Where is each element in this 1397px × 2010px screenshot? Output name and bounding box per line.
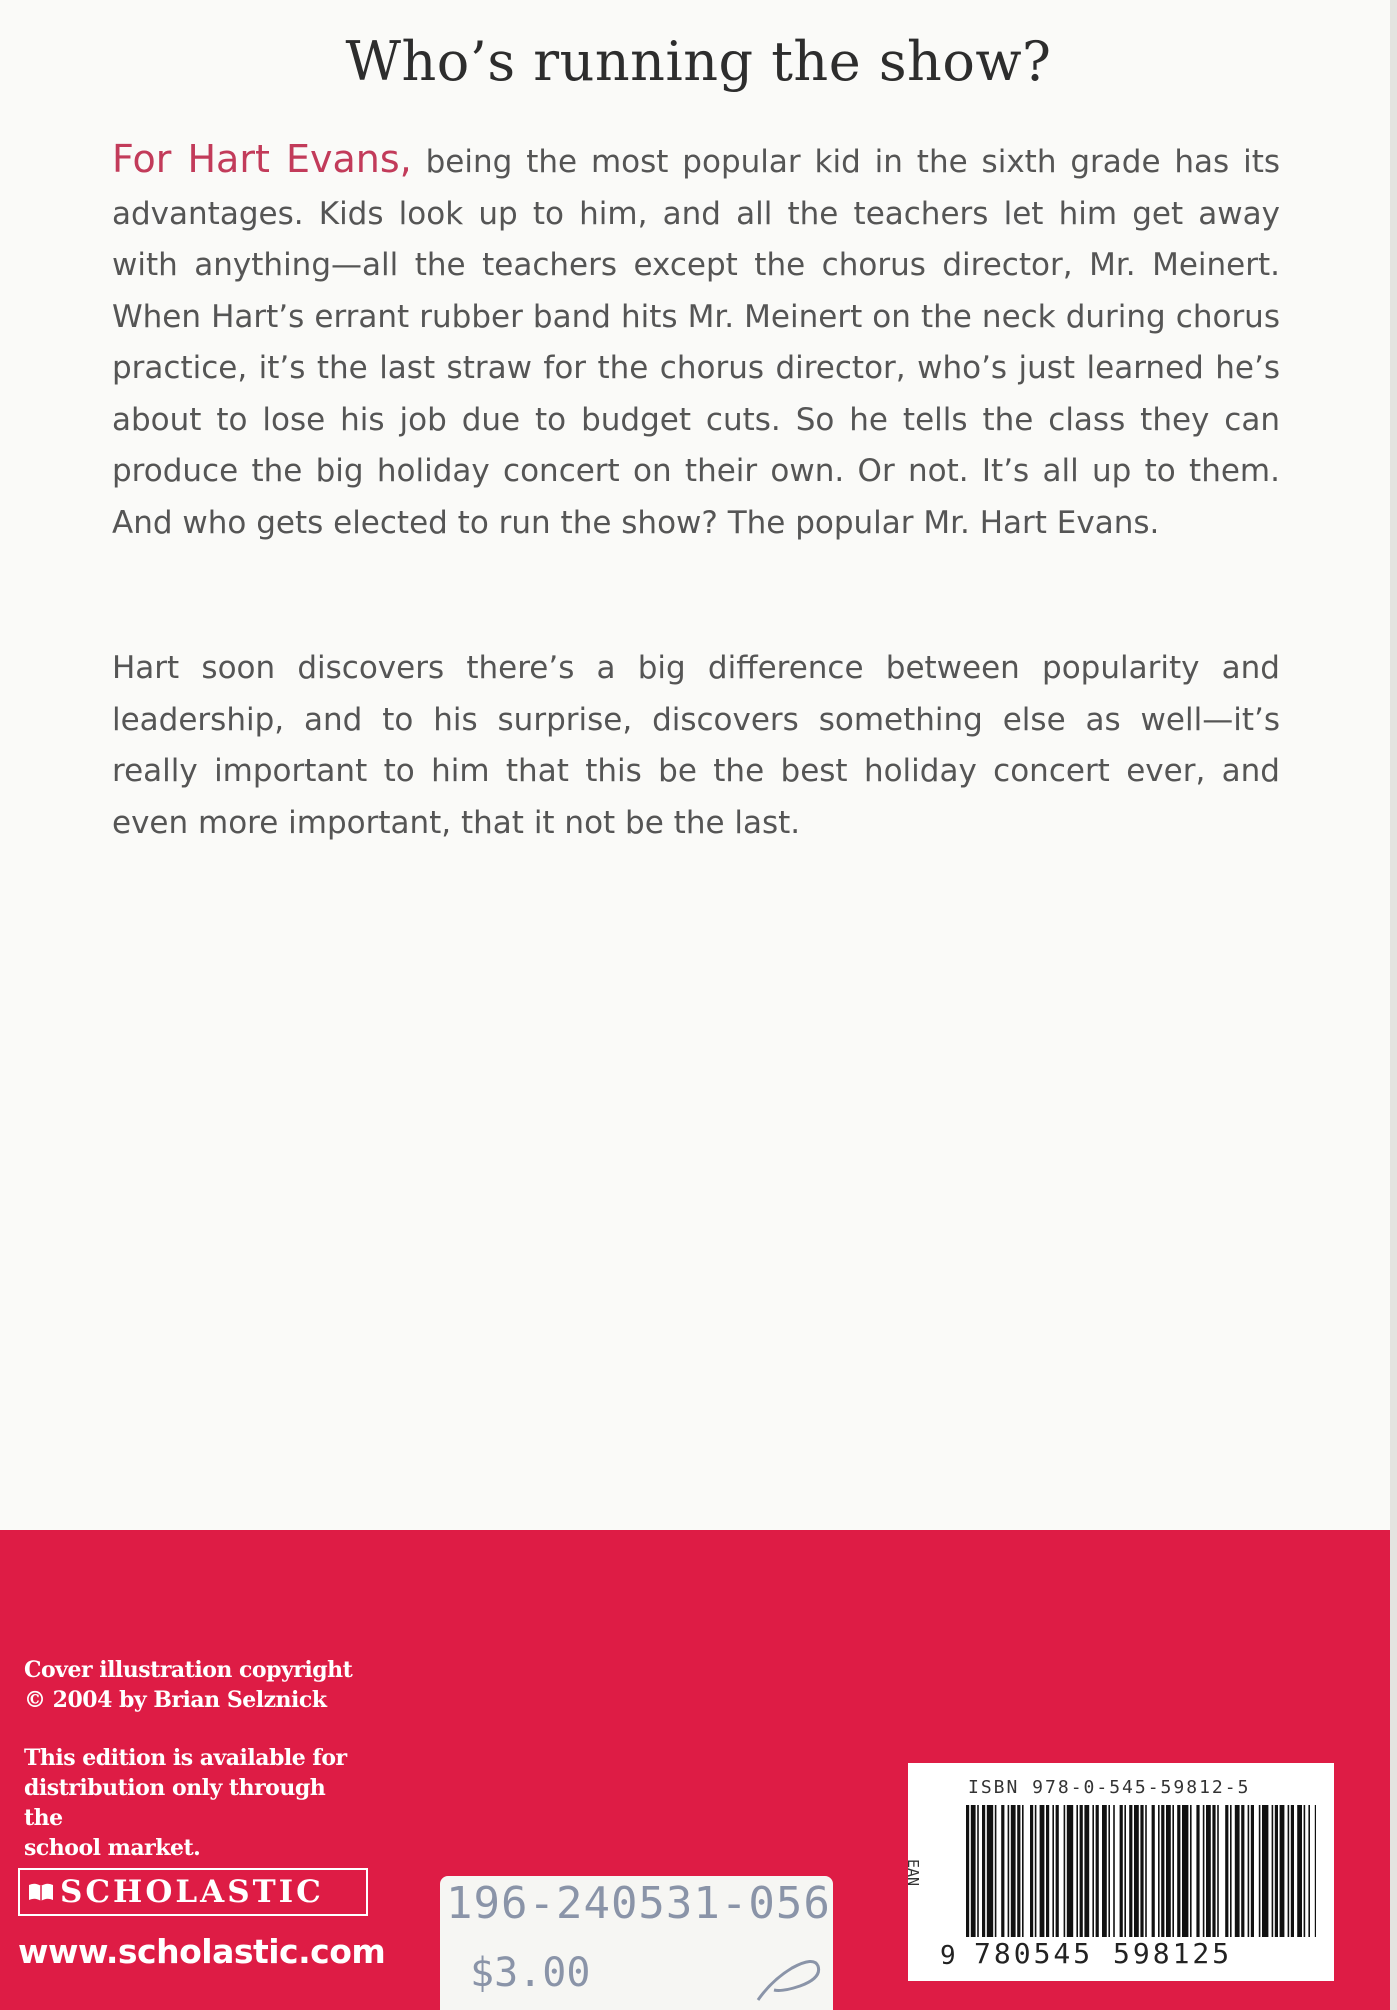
barcode-bar [1190, 1805, 1192, 1937]
barcode-bar [1291, 1805, 1294, 1937]
barcode-bar [1308, 1805, 1310, 1937]
barcode-bar [966, 1805, 969, 1937]
barcode-bar [1230, 1805, 1232, 1937]
barcode-bar [1001, 1805, 1004, 1937]
blurb-paragraph-2: Hart soon discovers there’s a big difference between popularity and leadership, and to his surprise, discovers something else as well—it’s really important to him that this be the best holiday concert ever, and even more important, that it not be the last. [112, 650, 1280, 841]
barcode-bar [1035, 1805, 1037, 1937]
barcode-bar [1275, 1805, 1278, 1937]
barcode-bar [1225, 1805, 1228, 1937]
barcode-bar [1008, 1805, 1010, 1937]
publisher-name: SCHOLASTIC [60, 1874, 324, 1910]
barcode-bar [1096, 1805, 1099, 1937]
barcode-bar [1067, 1805, 1073, 1937]
barcode-bar [1158, 1805, 1160, 1937]
barcode-bar [982, 1805, 985, 1937]
barcode-bar [987, 1805, 993, 1937]
barcode-bar [1262, 1805, 1268, 1937]
pencil-mark-icon [752, 1950, 832, 2006]
barcode-bar [1248, 1805, 1250, 1937]
ean-text: EAN [904, 1859, 922, 1887]
publisher-website: www.scholastic.com [18, 1932, 386, 1971]
barcode-bar [1134, 1805, 1139, 1937]
barcode-bar [1011, 1805, 1016, 1937]
sticker-code: 196-240531-056 [446, 1878, 831, 1929]
credit-line-1: Cover illustration copyright [24, 1657, 353, 1683]
blurb-paragraph-1-text: being the most popular kid in the sixth grade has its advantages. Kids look up to him, and all the teachers let him get away with anything—all the teachers except the chorus director, Mr. Meinert. When Hart’s errant rubber band hits Mr. Meinert on the neck during chorus practice, it’s the last straw for the chorus director, who’s just learned he’s about to lose his job due to budget cuts. So he tells the class they can produce the big holiday concert on their own. Or not. It’s all up to them. And who gets elected to run the show? The popular Mr. Hart Evans. [112, 144, 1280, 541]
barcode-bar [1203, 1805, 1205, 1937]
barcode-bar [1084, 1805, 1089, 1937]
barcode-bar [1212, 1805, 1215, 1937]
barcode-bar [1259, 1805, 1261, 1937]
distribution-line-3: school market. [24, 1835, 201, 1861]
barcode-bar [1196, 1805, 1199, 1937]
barcode-bar [1182, 1805, 1188, 1937]
barcode-bar [1102, 1805, 1107, 1937]
barcode-bar [1172, 1805, 1174, 1937]
barcode-bar [1217, 1805, 1219, 1937]
barcode-bar [1040, 1805, 1045, 1937]
barcode-bar [1092, 1805, 1094, 1937]
barcode-bar [1056, 1805, 1059, 1937]
blurb-lead: For Hart Evans, [112, 137, 412, 181]
barcode-bar [1280, 1805, 1285, 1937]
barcode-bars [966, 1805, 1316, 1937]
blurb-paragraph-1 [112, 134, 1280, 549]
barcode-bar [977, 1805, 979, 1937]
barcode-bar [1251, 1805, 1254, 1937]
barcode-bar [1161, 1805, 1164, 1937]
isbn-text: ISBN 978-0-545-59812-5 [968, 1777, 1251, 1798]
barcode-bar [1113, 1805, 1115, 1937]
barcode-bar [1140, 1805, 1143, 1937]
barcode-bar [1206, 1805, 1211, 1937]
barcode-bar [1030, 1805, 1033, 1937]
book-icon [28, 1882, 54, 1902]
barcode-bar [1166, 1805, 1171, 1937]
sticker-price: $3.00 [470, 1950, 591, 1996]
barcode-bar [1052, 1805, 1054, 1937]
barcode-bar [1152, 1805, 1155, 1937]
distribution-line-2: distribution only through the [24, 1775, 326, 1831]
tagline: Who’s running the show? [345, 30, 1052, 93]
barcode-bar [1080, 1805, 1083, 1937]
barcode-bar [1108, 1805, 1110, 1937]
barcode-bar [1241, 1805, 1244, 1937]
barcode-bar [1235, 1805, 1240, 1937]
barcode-bar [1145, 1805, 1147, 1937]
barcode-bar [1120, 1805, 1123, 1937]
barcode-bar [1076, 1805, 1078, 1937]
barcode-bar [971, 1805, 976, 1937]
barcode-bar [1315, 1805, 1316, 1937]
barcode-bar [1124, 1805, 1126, 1937]
barcode-bar [1272, 1805, 1274, 1937]
barcode-label [904, 1763, 1334, 1981]
barcode-bar [1297, 1805, 1302, 1937]
barcode-bar [1304, 1805, 1306, 1937]
barcode-bar [1017, 1805, 1020, 1937]
barcode-bar [995, 1805, 997, 1937]
barcode-digits: 780545 598125 [974, 1937, 1233, 1970]
page-edge [1390, 0, 1397, 2010]
barcode-bar [1129, 1805, 1132, 1937]
barcode-bar [1022, 1805, 1024, 1937]
distribution-notice [24, 1743, 364, 1863]
credit-line-2: © 2004 by Brian Selznick [24, 1687, 327, 1713]
barcode-bar [1046, 1805, 1049, 1937]
scholastic-logo [18, 1868, 368, 1916]
barcode-bar [1177, 1805, 1180, 1937]
distribution-line-1: This edition is available for [24, 1745, 347, 1771]
cover-credit [24, 1655, 364, 1715]
barcode-bar [1064, 1805, 1066, 1937]
barcode-bar [1288, 1805, 1290, 1937]
barcode-first-digit: 9 [940, 1941, 956, 1971]
